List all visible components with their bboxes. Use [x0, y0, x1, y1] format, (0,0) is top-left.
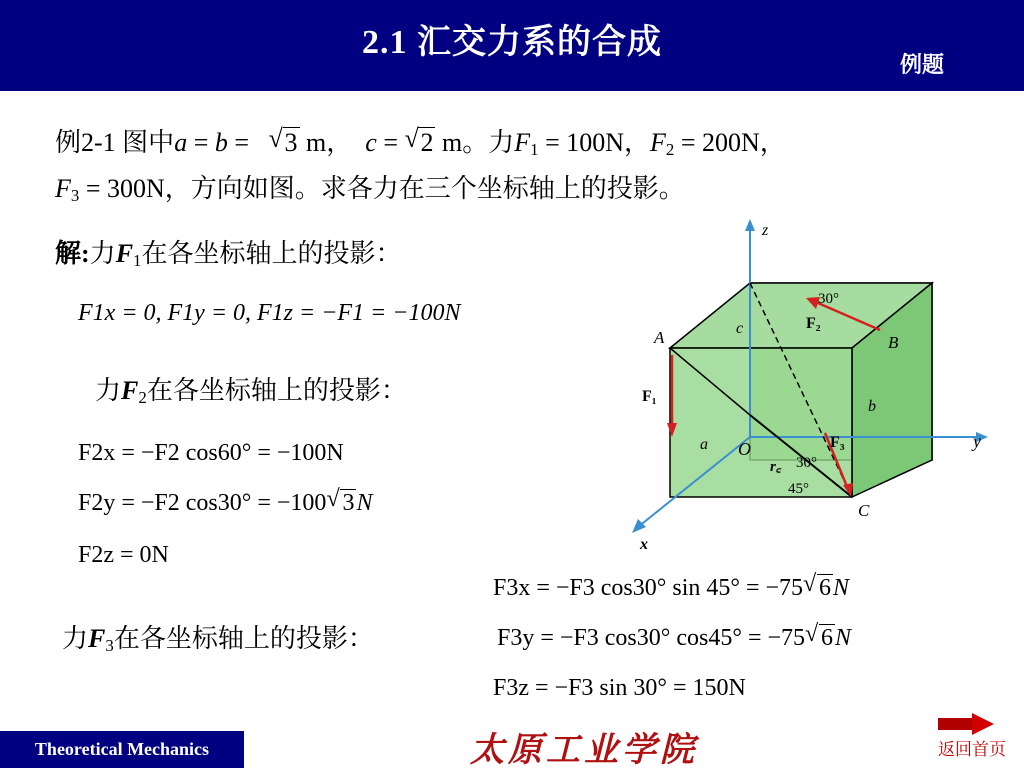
solution-label: 解: [55, 239, 90, 268]
solution-intro [55, 233, 402, 271]
equals: = [187, 128, 215, 157]
home-link[interactable]: 返回首页 [938, 740, 1006, 760]
label-x: x [640, 536, 648, 553]
subscript: 3 [70, 186, 80, 206]
label-a: a [700, 436, 708, 453]
var-b: b [214, 128, 228, 157]
sqrt: √ 6 [805, 625, 835, 652]
f3y-eq [497, 625, 851, 652]
label-rc: r꜀ [770, 459, 782, 475]
label-z: z [762, 222, 769, 239]
home-arrow-icon[interactable] [938, 713, 994, 735]
slide-header [0, 0, 1024, 91]
subscript: 2 [138, 388, 147, 408]
example-number: 2-1 图中 [81, 128, 175, 157]
unit: N [356, 490, 373, 516]
text: 在各坐标轴上的投影： [113, 624, 374, 653]
subscript: 3 [105, 636, 114, 656]
force-F2: F [121, 376, 139, 405]
force-value: = 300N，方向如图。求各力在三个坐标轴上的投影。 [79, 174, 685, 203]
label-b: b [868, 398, 876, 415]
f2y-eq [78, 490, 372, 517]
f3z-eq: F3z = −F3 sin 30° = 150N [493, 675, 746, 701]
force-F3: F [55, 174, 71, 203]
label-C: C [858, 501, 870, 520]
unit-m: m。力 [435, 128, 515, 157]
text: F2y = −F2 cos30° = −100 [78, 490, 327, 516]
subscript: 1 [530, 140, 539, 160]
f2-heading [95, 370, 407, 408]
f1-projections: F1x = 0, F1y = 0, F1z = −F1 = −100N [78, 300, 461, 326]
problem-line-2 [55, 168, 685, 206]
slide-subtitle: 例题 [899, 53, 944, 78]
sqrt: √ 6 [803, 575, 833, 602]
problem-line-1 [55, 122, 786, 160]
example-label: 例 [55, 128, 82, 157]
equals: = [227, 128, 256, 157]
unit: N [835, 625, 852, 651]
subscript: 1 [133, 251, 142, 271]
slide-title: 2.1 汇交力系的合成 [362, 24, 662, 61]
force-F1: F [115, 239, 134, 268]
sqrt: √ 3 [326, 490, 356, 517]
var-a: a [174, 128, 188, 157]
label-A: A [654, 328, 665, 347]
label-angle-45: 45° [788, 481, 809, 497]
label-angle-30-top: 30° [818, 291, 839, 307]
label-y: y [973, 431, 981, 451]
text: 在各坐标轴上的投影： [146, 376, 407, 405]
label-c: c [736, 320, 744, 337]
force-F1: F [514, 128, 531, 157]
label-F3: F₃ [830, 434, 845, 451]
label-B: B [888, 333, 899, 352]
force-value: = 100N， [538, 128, 651, 157]
var-c: c [365, 128, 377, 157]
unit: N [833, 575, 850, 601]
label-F1: F₁ [642, 388, 657, 405]
unit-m: m， [299, 128, 353, 157]
force-value: = 200N， [674, 128, 786, 157]
text: 在各坐标轴上的投影： [141, 239, 402, 268]
f3x-eq [493, 575, 849, 602]
cube-force-diagram [620, 215, 1010, 555]
text: 力 [89, 239, 116, 268]
label-F2: F₂ [806, 315, 821, 332]
course-name: Theoretical Mechanics [0, 731, 244, 768]
label-angle-30-bottom: 30° [796, 455, 817, 471]
f3-heading [62, 618, 374, 656]
text: F3x = −F3 cos30° sin 45° = −75 [493, 575, 804, 601]
school-logo-text: 太原工业学院 [470, 730, 698, 770]
sqrt-2: √ 2 [404, 128, 435, 158]
text: 力 [95, 376, 122, 405]
z-axis-arrow [745, 219, 755, 231]
sqrt-3: √ 3 [269, 128, 300, 158]
equals: = [376, 128, 405, 157]
text: 力 [62, 624, 89, 653]
subscript: 2 [665, 140, 675, 160]
force-F2: F [650, 128, 666, 157]
f2z-eq: F2z = 0N [78, 542, 169, 568]
force-F3: F [88, 624, 106, 653]
f2x-eq: F2x = −F2 cos60° = −100N [78, 440, 344, 466]
text: F3y = −F3 cos30° cos45° = −75 [497, 625, 806, 651]
label-O: O [738, 439, 751, 459]
